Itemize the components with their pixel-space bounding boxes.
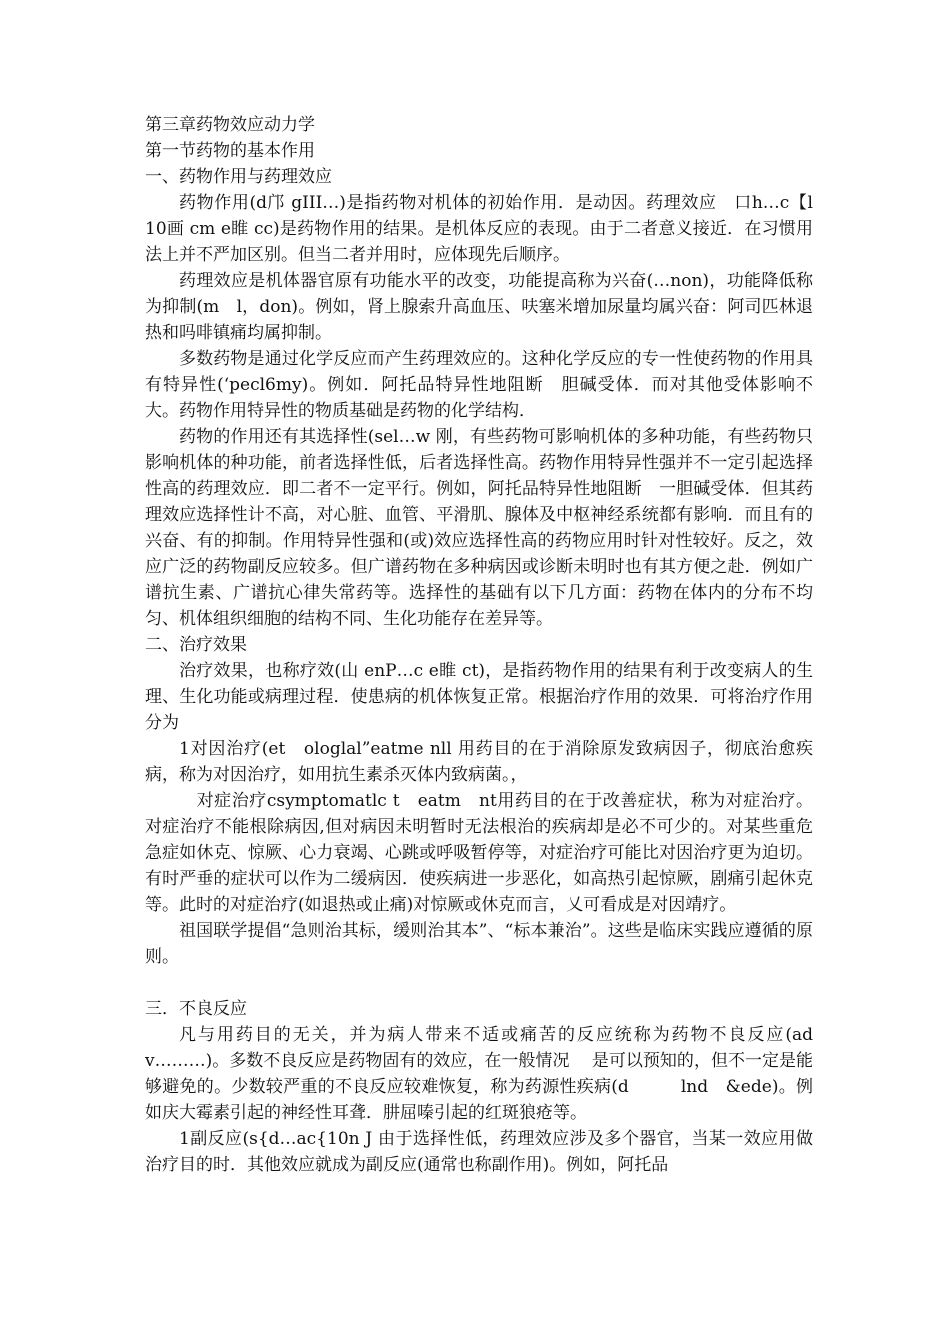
paragraph: 1副反应(s{d…ac{10n J 由于选择性低，药理效应涉及多个器官，当某一效应用做治疗目的时．其他效应就成为副反应(通常也称副作用)。例如，阿托品 (145, 1129, 813, 1175)
chapter-title: 第三章药物效应动力学 (145, 115, 315, 135)
heading-adverse-reaction: 三．不良反应 (145, 999, 247, 1019)
heading-pharmacological-effect: 一、药物作用与药理效应 (145, 167, 332, 187)
paragraph: 对症治疗csymptomatlc t eatm nt用药目的在于改善症状，称为对症治疗。对症治疗不能根除病因,但对病因未明暂时无法根治的疾病却是必不可少的。对某些重危急症如休克、惊厥、心力衰竭、心跳或呼吸暂停等，对症治疗可能比对因治疗更为迫切。有时严垂的症状可以作为二缓病因．使疾病进一步恶化，如高热引起惊厥，剧痛引起休克等。此时的对症治疗(如退热或止痛)对惊厥或休克而言，乂可看成是对因靖疗。 (145, 791, 813, 915)
paragraph: 药理效应是机体器官原有功能水平的改变，功能提高称为兴奋(…non)，功能降低称为抑制(m l，don)。例如，肾上腺索升高血压、呋塞米增加尿量均属兴奋：阿司匹林退热和吗啡镇痛均属抑制。 (145, 271, 813, 343)
section-title: 第一节药物的基本作用 (145, 141, 315, 161)
heading-therapeutic-effect: 二、治疗效果 (145, 635, 247, 655)
blank-line (145, 970, 813, 996)
paragraph: 祖国联学提倡“急则治其标，缓则治其本”、“标本兼治”。这些是临床实践应遵循的原则。 (145, 921, 813, 967)
paragraph: 治疗效果，也称疗效(山 enP…c e睢 ct)，是指药物作用的结果有利于改变病人的生理、生化功能或病理过程．使患病的机体恢复正常。根据治疗作用的效果．可将治疗作用分为 (145, 661, 813, 733)
paragraph: 药物的作用还有其选择性(sel…w 刚，有些药物可影响机体的多种功能，有些药物只影响机体的种功能，前者选择性低，后者选择性高。药物作用特异性强并不一定引起选择性高的药理效应．即二者不一定平行。例如，阿托品特异性地阻断 一胆碱受体．但其药理效应选择性计不高，对心脏、血管、平滑肌、腺体及中枢神经系统都有影响．而且有的兴奋、有的抑制。作用特异性强和(或)效应选择性高的药物应用时针对性较好。反之，效应广泛的药物副反应较多。但广谱药物在多种病因或诊断未明时也有其方便之赴．例如广谱抗生素、广谱抗心律失常药等。选择性的基础有以下几方面：药物在体内的分布不均匀、机体组织细胞的结构不同、生化功能存在差异等。 (145, 427, 813, 629)
paragraph: 药物作用(d邝 gIII…)是指药物对机体的初始作用．是动因。药理效应 口h…c【l 10画 cm e睢 cc)是药物作用的结果。是机体反应的表现。由于二者意义接近．在习惯用法上并不严加区别。但当二者并用时，应体现先后顺序。 (145, 193, 830, 265)
document-body (145, 112, 830, 1178)
paragraph: 凡与用药目的无关，并为病人带来不适或痛苦的反应统称为药物不良反应(adv………)。多数不良反应是药物固有的效应，在一般情况 是可以预知的，但不一定是能够避免的。少数较严重的不良反应较难恢复，称为药源性疾病(d lnd &ede)。例如庆大霉素引起的神经性耳聋．肼屈嗪引起的红斑狼疮等。 (145, 1025, 813, 1123)
paragraph: 1对因治疗(et ologlal”eatme nll 用药目的在于消除原发致病因子，彻底治愈疾病，称为对因治疗，如用抗生素杀灭体内致病菌。， (145, 739, 813, 785)
paragraph: 多数药物是通过化学反应而产生药理效应的。这种化学反应的专一性使药物的作用具有特异性(‘pecl6my)。例如．阿托品特异性地阻断 胆碱受体．而对其他受体影响不大。药物作用特异性的物质基础是药物的化学结构． (145, 349, 813, 421)
